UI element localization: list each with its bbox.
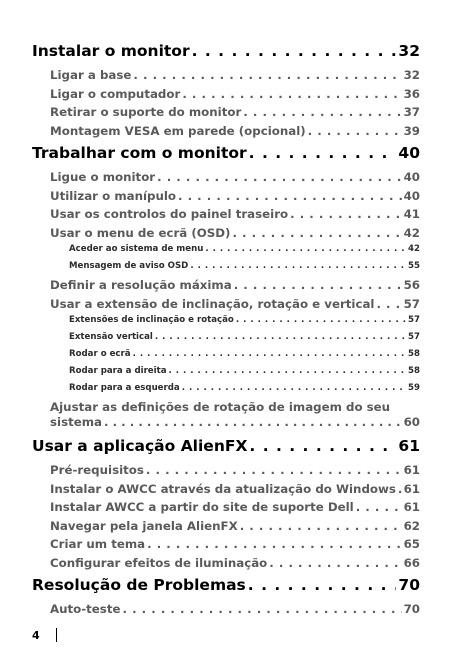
toc-item-label: Auto-teste <box>50 602 121 616</box>
toc-subitem[interactable] <box>69 349 420 366</box>
dot-leader <box>376 297 401 311</box>
toc-heading-installing[interactable] <box>32 42 420 68</box>
toc-item[interactable] <box>50 519 420 538</box>
toc-item[interactable] <box>50 226 420 245</box>
dot-leader <box>155 332 406 342</box>
toc-item-label: Ligar o computador <box>50 86 181 101</box>
toc-item[interactable] <box>50 278 420 297</box>
dot-leader <box>182 383 406 393</box>
toc-subitem-label: Mensagem de aviso OSD <box>69 261 189 271</box>
toc-page-number: 57 <box>408 332 420 342</box>
dot-leader <box>157 170 401 184</box>
toc-heading-label: Trabalhar com o monitor <box>32 144 247 162</box>
toc-item-label: Ligue o monitor <box>50 170 156 184</box>
dot-leader <box>398 482 402 496</box>
toc-item-label: Utilizar o manípulo <box>50 188 176 203</box>
page-number: 4 <box>32 628 40 642</box>
toc-heading-troubleshooting[interactable] <box>32 576 420 602</box>
toc-item-label: Configurar efeitos de iluminação <box>50 555 268 570</box>
toc-page-number: 39 <box>403 123 420 138</box>
toc-page-number: 65 <box>403 537 420 551</box>
toc-page-number: 61 <box>403 481 420 496</box>
toc-item-label: Navegar pela janela AlienFX <box>50 518 238 533</box>
toc-page-number: 57 <box>408 315 420 325</box>
toc-item[interactable] <box>50 463 420 482</box>
toc-subitem[interactable] <box>69 315 420 332</box>
table-of-contents <box>32 40 420 621</box>
toc-item[interactable] <box>50 68 420 87</box>
toc-subitem-label: Rodar para a direita <box>69 366 167 376</box>
dot-leader <box>234 278 402 292</box>
dot-leader <box>133 68 401 82</box>
toc-item-label: Usar a extensão de inclinação, rotação e vertical <box>50 296 375 311</box>
toc-page-number: 56 <box>403 278 420 292</box>
toc-page-number: 40 <box>403 188 420 203</box>
toc-page-number: 40 <box>398 144 420 162</box>
toc-heading-operating[interactable] <box>32 144 420 170</box>
toc-subitem[interactable] <box>69 332 420 349</box>
dot-leader <box>240 519 402 533</box>
toc-subitem[interactable] <box>69 383 420 400</box>
dot-leader <box>236 315 406 325</box>
toc-item-label: Pré-requisitos <box>50 463 144 477</box>
dot-leader <box>243 105 401 119</box>
toc-page-number: 58 <box>408 366 420 376</box>
toc-page-number: 32 <box>403 68 420 82</box>
toc-item-label: Montagem VESA em parede (opcional) <box>50 123 306 138</box>
dot-leader <box>356 500 402 514</box>
dot-leader <box>308 124 402 138</box>
toc-item-label: Ajustar as definições de rotação de imagem do seu <box>50 400 391 414</box>
toc-heading-label: Usar a aplicação AlienFX <box>32 437 248 455</box>
dot-leader <box>190 261 406 271</box>
toc-item[interactable] <box>50 556 420 575</box>
toc-item-label: Retirar o suporte do monitor <box>50 105 242 119</box>
toc-subitem-label: Extensões de inclinação e rotação <box>69 315 234 325</box>
toc-page-number: 70 <box>398 576 420 594</box>
toc-page-number: 57 <box>403 296 420 311</box>
toc-subitem[interactable] <box>69 366 420 383</box>
dot-leader <box>249 144 397 162</box>
toc-page-number: 36 <box>403 86 420 101</box>
toc-heading-label: Instalar o monitor <box>32 42 190 60</box>
toc-page-number: 42 <box>403 225 420 240</box>
toc-page-number: 41 <box>403 207 420 221</box>
toc-subitem[interactable] <box>69 244 420 261</box>
toc-item-label: Usar os controlos do painel traseiro <box>50 207 289 221</box>
dot-leader <box>146 463 402 477</box>
toc-subitem-label: Aceder ao sistema de menu <box>69 244 204 254</box>
toc-page-number: 66 <box>403 555 420 570</box>
toc-page-number: 61 <box>403 463 420 477</box>
toc-item-label: Criar um tema <box>50 537 146 551</box>
toc-page-number: 70 <box>403 602 420 616</box>
dot-leader <box>147 537 401 551</box>
toc-page-number: 40 <box>403 170 420 184</box>
dot-leader <box>290 207 401 221</box>
dot-leader <box>104 415 402 430</box>
dot-leader <box>205 244 406 254</box>
page-footer <box>32 628 57 642</box>
toc-page-number: 62 <box>403 518 420 533</box>
toc-subitem[interactable] <box>69 261 420 278</box>
dot-leader <box>248 576 397 594</box>
toc-item[interactable] <box>50 482 420 501</box>
toc-subitem-label: Rodar para a esquerda <box>69 383 180 393</box>
toc-item-label: Instalar o AWCC através da atualização do Windows <box>50 481 396 496</box>
toc-item-label: Instalar AWCC a partir do site de suporte Dell <box>50 500 354 514</box>
toc-item[interactable] <box>50 170 420 189</box>
toc-subitem-label: Extensão vertical <box>69 332 153 342</box>
toc-page-number: 37 <box>403 105 420 119</box>
toc-item-label: Ligar a base <box>50 68 132 82</box>
toc-item[interactable] <box>50 602 420 621</box>
toc-item[interactable] <box>50 500 420 519</box>
toc-item[interactable] <box>50 105 420 124</box>
dot-leader <box>249 437 396 455</box>
dot-leader <box>133 349 406 359</box>
toc-page-number: 58 <box>408 349 420 359</box>
toc-page-number: 42 <box>408 244 420 254</box>
toc-page-number: 59 <box>408 383 420 393</box>
dot-leader <box>178 189 402 203</box>
toc-item-label: Usar o menu de ecrã (OSD) <box>50 225 231 240</box>
toc-heading-alienfx[interactable] <box>32 437 420 463</box>
toc-item[interactable] <box>50 537 420 556</box>
toc-item[interactable] <box>50 207 420 226</box>
toc-item-label-continued: sistema <box>50 415 102 429</box>
dot-leader <box>269 556 401 570</box>
dot-leader <box>182 87 401 101</box>
toc-page-number: 32 <box>398 42 420 60</box>
toc-item-rotation[interactable] <box>50 400 420 435</box>
toc-heading-label: Resolução de Problemas <box>32 576 246 594</box>
toc-item-label: Definir a resolução máxima <box>50 278 232 292</box>
dot-leader <box>122 602 401 616</box>
toc-page-number: 61 <box>403 500 420 514</box>
toc-page-number: 61 <box>398 437 420 455</box>
toc-subitem-label: Rodar o ecrã <box>69 349 131 359</box>
toc-item[interactable] <box>50 189 420 208</box>
footer-divider <box>56 628 57 642</box>
dot-leader <box>232 226 401 240</box>
dot-leader <box>169 366 407 376</box>
toc-page-number: 60 <box>403 415 420 429</box>
toc-item[interactable] <box>50 87 420 106</box>
toc-item[interactable] <box>50 124 420 143</box>
dot-leader <box>192 42 397 60</box>
toc-item[interactable] <box>50 297 420 316</box>
toc-page-number: 55 <box>408 261 420 271</box>
